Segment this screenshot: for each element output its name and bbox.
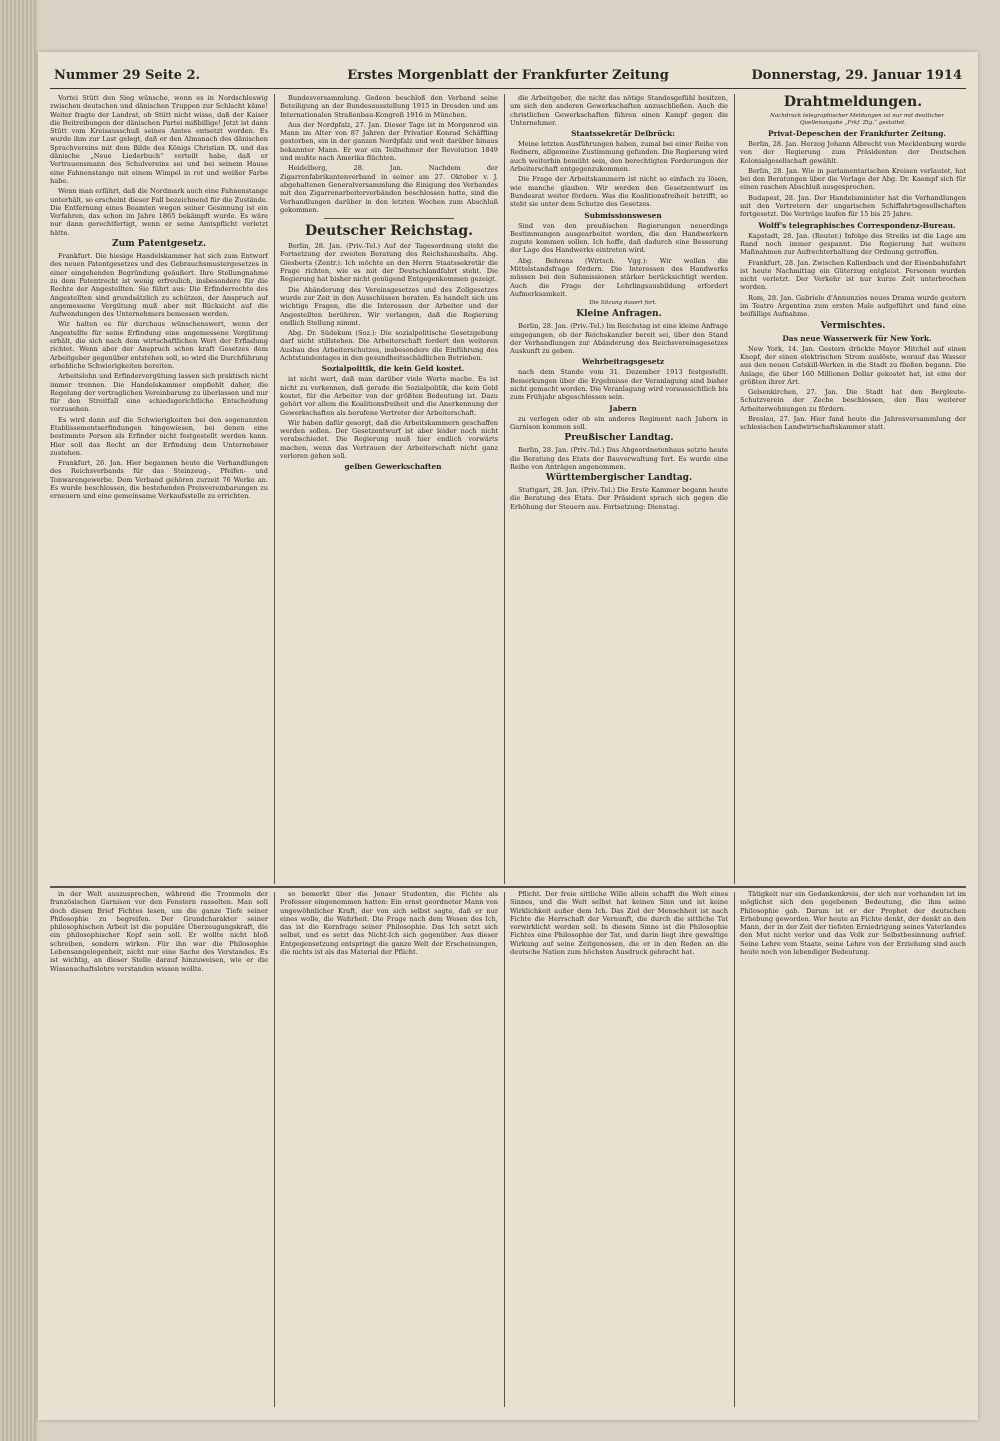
feuilleton-paragraph: so bemerkt über die Jenaer Studenten, die Fichte als Professor eingenommen hatten: Ein ernst geordneter Mann von ungewöhnlicher Kraft, der von sich selbst sagte, daß er nur eines wolle, die Wahrheit. Die Frage nach dem Wesen des Ich, das ist die Kernfrage seiner Philosophie. Das Ich setzt sich selbst, und es setzt das Nicht-Ich sich gegenüber. Aus dieser Entgegensetzung entspringt die ganze Welt der Erscheinungen, die nichts ist als das Material der Pflicht. (280, 890, 498, 957)
article-paragraph: Wenn man erfährt, daß die Nordmark auch eine Fahnenstange unterhält, so erscheint dieser Fall bezeichnend für die Zustände. Die Entfernung eines Beamten wegen seiner Gesinnung ist ein Verfahren, das schon im Jahre 1865 bekämpft wurde. Es wäre nur dann gerechtfertigt, wenn er seine Amtspflicht verletzt hätte. (50, 187, 268, 237)
section-title: Zum Patentgesetz. (112, 239, 206, 250)
column-rule (734, 94, 735, 884)
article-paragraph: ist nicht wert, daß man darüber viele Worte mache. Es ist nicht zu verkennen, daß gerade die Sozialpolitik, die kein Geld kostet, für die Arbeiter von der größten Bedeutung ist. Dazu gehört vor allem die Koalitionsfreiheit und die Anerkennung der Gewerkschaften als berufene Vertreter der Arbeiterschaft. (280, 375, 498, 417)
article-paragraph: Vortei Stütt den Sieg wünsche, wenn es in Nordschleswig zwischen deutschen und dänischen Truppen zur Schlacht käme! Weiter fragte der Landrat, ob Stütt nicht wisse, daß der Kaiser die Beitreibungen der dänischen Partei mißbillige! Jetzt ist dann Stütt vom Kreisausschuß seines Amtes entsetzt worden. Es wurde ihm zur Last gelegt, daß er den Almanach des dänischen Sprachvereins mit dem Bilde des Königs Christian IX. und das dänische „Neue Liederbuch“ verteilt habe, daß er Vertrauensmann des Schulvereins sei und bei seinem Hause eine Fahnenstange mit einem Wimpel in rot und weißer Farbe habe. (50, 94, 268, 185)
article-paragraph: Die Abänderung des Vereinsgesetzes und des Zollgesetzes wurde zur Zeit in den Ausschüssen beraten. Es handelt sich um wichtige Fragen, die die Interessen der Arbeiter und der Angestellten berühren. Wir verlangen, daß die Regierung endlich Stellung nimmt. (280, 285, 498, 327)
subheading: Submissionswesen (584, 210, 662, 220)
subheading: gelben Gewerkschaften (344, 462, 442, 472)
feuilleton-paragraph: in der Welt auszusprechen, während die Trommeln der französischen Garnison vor den Fenstern rasselten. Man soll doch diesen Brief Fichtes lesen, um die ganze Tiefe seiner Philosophie zu begreifen. Der Grundcharakter seiner philosophischen Arbeit ist die populäre Überzeugungskraft, die ein philosophischer Kopf sein soll. Er wollte nicht bloß schreiben, sondern wirken. Für ihn war die Philosophie Lebensangelegenheit, nicht nur eine Sache des Verstandes. Es ist wichtig, an dieser Stelle darauf hinzuweisen, wie er die Wissenschaftslehre verstanden wissen wollte. (50, 890, 268, 973)
article-paragraph: Wir haben dafür gesorgt, daß die Arbeitskammern geschaffen werden sollen. Der Gesetzentwurf ist aber leider noch nicht verabschiedet. Die Regierung muß hier endlich vorwärts machen, wenn das Vertrauen der Arbeiterschaft nicht ganz verloren gehen soll. (280, 418, 498, 460)
column-rule (504, 94, 505, 884)
article-paragraph: Es wird dann auf die Schwierigkeiten bei den sogenannten Etablissementserfindungen hingewiesen, bei denen eine bestimmte Person als Erfinder nicht festgestellt werden kann. Hier soll das Recht an der Erfindung dem Unternehmer zustehen. (50, 415, 268, 457)
subheading: Staatssekretär Delbrück: (571, 129, 675, 139)
section-title-drahtmeldungen: Drahtmeldungen. (783, 94, 923, 110)
section-title-reichstag: Deutscher Reichstag. (304, 223, 474, 240)
article-paragraph: Frankfurt, 28. Jan. Zwischen Kallenbach und der Eisenbahnfahrt ist heute Nachmittag ein Güterzug entgleist. Personen wurden nicht verletzt. Der Verkehr ist nur kurze Zeit unterbrochen worden. (740, 258, 966, 292)
feuilleton-column-4 (740, 890, 966, 1410)
article-paragraph: Arbeitslohn und Erfindervergütung lassen sich praktisch nicht immer trennen. Die Handelskammer empfiehlt daher, die Regelung der vertraglichen Vereinbarung zu überlassen und nur für den Streitfall eine schiedsgerichtliche Entscheidung vorzusehen. (50, 372, 268, 414)
article-paragraph: die Arbeitgeber, die nicht das nötige Standesgefühl besitzen, um sich den anderen Gewerkschaften anzuschließen. Auch die christlichen Gewerkschaften führen einen Kampf gegen die Unternehmer. (510, 94, 728, 127)
article-paragraph: Berlin, 28. Jan. (Priv.-Tel.) Auf der Tagesordnung steht die Fortsetzung der zweiten Beratung des Reichshaushalts. Abg. Giesberts (Zentr.): Ich möchte an den Herrn Staatssekretär die Frage richten, wie es mit der Deutschlandfahrt steht. Die Regierung hat bisher nicht genügend Entgegenkommen gezeigt. (280, 242, 498, 284)
feuilleton-column-1 (50, 890, 268, 1410)
section-title: Kleine Anfragen. (576, 309, 662, 320)
article-paragraph: Berlin, 28. Jan. Wie in parlamentarischen Kreisen verlautet, hat bei den Beratungen über die Vorlage der Abg. Dr. Kaempf sich für einen raschen Abschluß ausgesprochen. (740, 166, 966, 192)
article-paragraph: zu verlegen oder ob ein anderes Regiment nach Jabern in Garnison kommen soll. (510, 414, 728, 431)
page-header (50, 66, 966, 89)
article-paragraph: Rom, 28. Jan. Gabriele d'Annunzios neues Drama wurde gestern im Teatro Argentina zum ersten Male aufgeführt und fand eine beifällige Aufnahme. (740, 293, 966, 319)
article-paragraph: Heidelberg, 28. Jan. Nachdem der Zigarrenfabrikantenverband in seiner am 27. Oktober v. J. abgehaltenen Generalversammlung die Einigung des Verbandes mit den Zigarrenarbeiterverbänden beschlossen hatte, sind die Verhandlungen darüber in den letzten Wochen zum Abschluß gekommen. (280, 164, 498, 214)
article-paragraph: Bundesversammlung. Gedeon beschloß den Verband seine Beteiligung an der Bundesausstellung 1915 in Dresden und am Internationalen Straßenbau-Kongreß 1916 in München. (280, 94, 498, 119)
column-1 (50, 94, 268, 884)
article-paragraph: Wir halten es für durchaus wünschenswert, wenn der Angestellte für seine Erfindung eine angemessene Vergütung erhält, die sich nach dem wirtschaftlichen Wert der Erfindung richtet. Wenn aber der Anspruch schon kraft Gesetzes dem Arbeitgeber gegenüber entstehen soll, so wird die Durchführung erhebliche Schwierigkeiten bereiten. (50, 320, 268, 370)
reprint-note: Nachdruck telegraphischer Meldungen ist nur mit deutlicher Quellenangabe „Frkf. Ztg.“ gestattet. (769, 113, 945, 126)
column-rule (734, 892, 735, 1407)
article-paragraph: Berlin, 28. Jan. (Priv.-Tel.) Das Abgeordnetenhaus setzte heute die Beratung des Etats der Bauverwaltung fort. Es wurde eine Reihe von Anträgen angenommen. (510, 446, 728, 471)
article-paragraph: Gelsenkirchen, 27. Jan. Die Stadt hat den Bergleute-Schutzverein der Zeche beschlossen, den Bau weiterer Arbeiterwohnungen zu fördern. (740, 388, 966, 413)
header-page-number: Nummer 29 Seite 2. (54, 68, 201, 83)
feuilleton-column-2 (280, 890, 498, 1410)
article-paragraph: Frankfurt, 26. Jan. Hier begannen heute die Verhandlungen des Reichsverbands für das Steinzeug-, Pfeifen- und Tonwarengewerbe. Dem Verband gehören zurzeit 76 Werke an. Es wurde beschlossen, die bestehenden Preisvereinbarungen zu erneuern und eine gemeinsame Verkaufsstelle zu errichten. (50, 459, 268, 501)
column-rule (504, 892, 505, 1407)
header-masthead: Erstes Morgenblatt der Frankfurter Zeitung (347, 68, 669, 83)
article-paragraph: New York, 14. Jan. Gestern drückte Mayor Mitchel auf einen Knopf, der einen elektrischen Strom auslöste, worauf das Wasser aus den neuen Catskill-Werken in die Stadt zu fließen begann. Die Anlage, die über 160 Millionen Dollar gekostet hat, ist eine der größten ihrer Art. (740, 344, 966, 386)
column-4 (740, 94, 966, 884)
page-binding (0, 0, 38, 1441)
subheading: Privat-Depeschen der Frankfurter Zeitung. (768, 129, 946, 138)
article-paragraph: Budapest, 28. Jan. Der Handelsminister hat die Verhandlungen mit den Vertretern der ungarischen Schiffahrtsgesellschaften fortgesetzt. Die Verträge laufen für 15 bis 25 Jahre. (740, 193, 966, 219)
article-paragraph: nach dem Stande vom 31. Dezember 1913 festgestellt. Bemerkungen über die Ergebnisse der Veranlagung sind bisher nicht gemacht worden. Die Veranlagung wird voraussichtlich bis zum Frühjahr abgeschlossen sein. (510, 368, 728, 402)
newspaper-page (38, 52, 978, 1420)
article-paragraph: Abg. Dr. Südekum (Soz.): Die sozialpolitische Gesetzgebung darf nicht stillstehen. Die Arbeiterschaft fordert den weiteren Ausbau des Arbeiterschutzes, insbesondere die Einführung des Achtstundentages in den gesundheitsschädlichen Betrieben. (280, 329, 498, 363)
header-date: Donnerstag, 29. Januar 1914 (751, 68, 962, 83)
feuilleton-divider (50, 886, 966, 888)
section-title: Vermischtes. (820, 320, 886, 331)
column-rule (274, 94, 275, 884)
column-3 (510, 94, 728, 884)
subheading: Wehrbeitragsgesetz (581, 357, 665, 367)
subheading: Das neue Wasserwerk für New York. (782, 333, 932, 343)
column-rule (274, 892, 275, 1407)
article-paragraph: Frankfurt. Die hiesige Handelskammer hat sich zum Entwurf des neuen Patentgesetzes und des Gebrauchsmustergesetzes in einer eingehenden Begründung geäußert. Ihre Stellungnahme zu dem Patentrecht ist wenig erfreulich, insbesondere für die Rechte der Angestellten. Sie führt aus: Die Erfinderrechte des Angestellten sind grundsätzlich zu schützen, der Anspruch auf angemessene Vergütung muß aber mit Rücksicht auf die Aufwendungen des Unternehmers bemessen werden. (50, 252, 268, 319)
article-paragraph: Die Frage der Arbeitskammern ist nicht so einfach zu lösen, wie manche glauben. Wir werden den Gesetzentwurf im Bundesrat weiter fördern. Was die Koalitionsfreiheit betrifft, so steht sie unter dem Schutze des Gesetzes. (510, 175, 728, 209)
section-title: Preußischer Landtag. (564, 433, 674, 444)
article-paragraph: Breslau, 27. Jan. Hier fand heute die Jahresversammlung der schlesischen Landwirtschaftskammer statt. (740, 415, 966, 432)
feuilleton-paragraph: Tätigkeit nur ein Gedankenkreis, der sich nur vorhanden ist im möglichst sich den gegebenen Bedeutung, die ihm seine Philosophie gab. Darum ist er der Prophet der deutschen Erhebung geworden. Wer heute an Fichte denkt, der denkt an den Mann, der in der Zeit der tiefsten Erniedrigung seines Vaterlandes den Mut nicht verlor und das Volk zur Selbstbesinnung aufrief. Seine Lehre vom Staate, seine Lehre von der Erziehung sind auch heute noch von lebendiger Bedeutung. (740, 890, 966, 957)
article-paragraph: Kapstadt, 28. Jan. (Reuter.) Infolge des Streiks ist die Lage am Rand noch immer gespannt. Die Regierung hat weitere Maßnahmen zur Aufrechterhaltung der Ordnung getroffen. (740, 231, 966, 257)
subheading: Sozialpolitik, die kein Geld kostet. (321, 364, 465, 374)
section-divider (324, 218, 455, 219)
column-2 (280, 94, 498, 884)
subheading: Wolff's telegraphisches Correspondenz-Bureau. (758, 220, 956, 230)
article-paragraph: Aus der Nordpfalz, 27. Jan. Dieser Tage ist in Morgenrod ein Mann im Alter von 87 Jahren der Privatier Konrad Schäffling gestorben, ein in der ganzen Nordpfalz und weit darüber hinaus bekannter Mann. Er war ein Teilnehmer der Revolution 1849 und mußte nach Amerika flüchten. (280, 120, 498, 163)
article-paragraph: Abg. Behrens (Wirtsch. Vgg.): Wir wollen die Mittelstandsfrage fördern. Die Interessen des Handwerks müssen bei den Submissionen stärker berücksichtigt werden. Auch die Frage der Lehrlingsausbildung erfordert Aufmerksamkeit. (510, 256, 728, 298)
article-paragraph: Meine letzten Ausführungen haben, zumal bei einer Reihe von Rednern, allgemeine Zustimmung gefunden. Die Regierung wird auch weiterhin bemüht sein, den berechtigten Forderungen der Arbeiterschaft entgegenzukommen. (510, 140, 728, 174)
feuilleton-column-3 (510, 890, 728, 1410)
section-title: Württembergischer Landtag. (545, 473, 693, 484)
feuilleton-paragraph: Pflicht. Der freie sittliche Wille allein schafft die Welt eines Sinnes, und die Welt selbst hat keinen Sinn und ist keine Wirklichkeit außer dem Ich. Das Ziel der Menschheit ist nach Fichte die Herrschaft der Vernunft, die durch die sittliche Tat verwirklicht werden soll. In diesem Sinne ist die Philosophie Fichtes eine Philosophie der Tat, und darin liegt ihre gewaltige Wirkung auf seine Zeitgenossen, die er in den Reden an die deutsche Nation zum höchsten Ausdruck gebracht hat. (510, 890, 728, 957)
article-paragraph: Stuttgart, 28. Jan. (Priv.-Tel.) Die Erste Kammer begann heute die Beratung des Etats. Der Präsident sprach sich gegen die Erhöhung der Steuern aus. Fortsetzung: Dienstag. (510, 486, 728, 511)
subheading: Jabern (609, 403, 637, 413)
article-paragraph: Berlin, 28. Jan. Herzog Johann Albrecht von Mecklenburg wurde von der Regierung zum Präsidenten der Deutschen Kolonialgesellschaft gewählt. (740, 140, 966, 165)
continuation-note: Die Sitzung dauert fort. (589, 300, 657, 307)
article-paragraph: Sind von den preußischen Regierungen neuerdings Bestimmungen ausgearbeitet worden, die den Handwerkern zugute kommen sollen. Ich hoffe, daß dadurch eine Besserung der Lage des Handwerks eintreten wird. (510, 221, 728, 255)
article-paragraph: Berlin, 28. Jan. (Priv.-Tel.) Im Reichstag ist eine kleine Anfrage eingegangen, ob der Reichskanzler bereit sei, über den Stand der Verhandlungen zur Abänderung des Reichsvereinsgesetzes Auskunft zu geben. (510, 322, 728, 356)
